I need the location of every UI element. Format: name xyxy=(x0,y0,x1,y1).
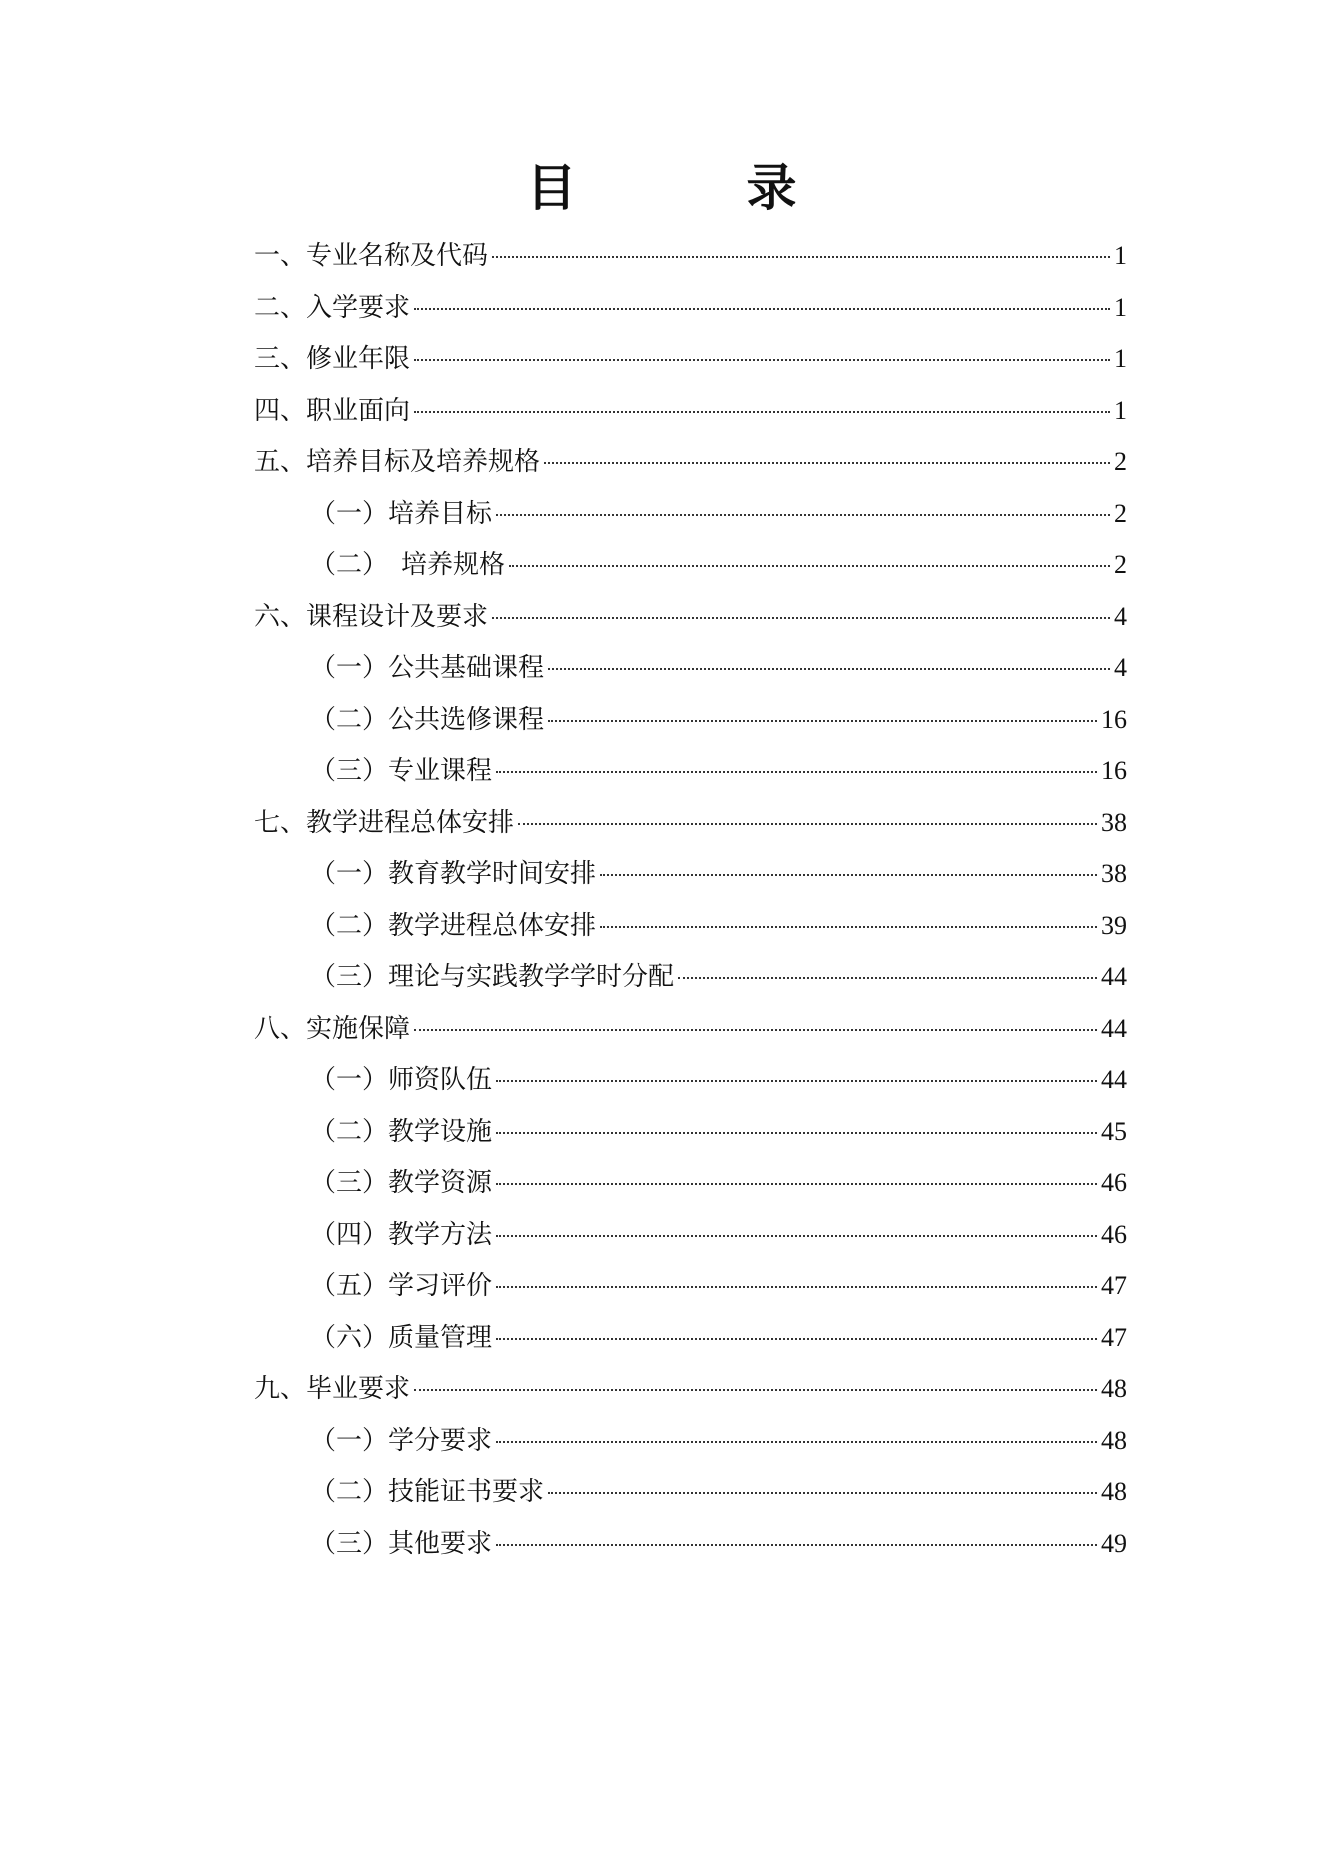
toc-entry-label: （一）培养目标 xyxy=(310,498,493,529)
toc-entry-label: 四、职业面向 xyxy=(254,395,411,426)
toc-entry-page-number: 4 xyxy=(1114,653,1127,682)
toc-entry-label: 三、修业年限 xyxy=(254,344,411,374)
toc-entry[interactable] xyxy=(254,1466,1127,1518)
dot-leader xyxy=(548,720,1097,722)
toc-entry-page-number: 47 xyxy=(1101,1322,1127,1352)
toc-entry[interactable] xyxy=(254,591,1127,643)
dot-leader xyxy=(496,771,1097,773)
toc-entry-page-number: 1 xyxy=(1114,395,1127,425)
toc-entry-label: （二）公共选修课程 xyxy=(310,704,545,735)
dot-leader xyxy=(496,1235,1097,1237)
toc-entry-label: 九、毕业要求 xyxy=(254,1374,411,1404)
toc-entry-page-number: 44 xyxy=(1101,1013,1127,1043)
toc-entry[interactable] xyxy=(254,1312,1127,1364)
toc-entry-label: （一）教育教学时间安排 xyxy=(310,859,597,889)
toc-entry[interactable] xyxy=(254,385,1127,437)
toc-entry-page-number: 1 xyxy=(1114,241,1127,270)
toc-entry-page-number: 4 xyxy=(1114,601,1127,631)
toc-entry-label: 五、培养目标及培养规格 xyxy=(254,447,541,477)
toc-entry-page-number: 44 xyxy=(1101,1065,1127,1094)
toc-entry[interactable] xyxy=(254,1209,1127,1261)
toc-entry-page-number: 1 xyxy=(1114,344,1127,373)
dot-leader xyxy=(496,1132,1097,1134)
toc-entry[interactable] xyxy=(254,642,1127,694)
toc-entry-label: （一）学分要求 xyxy=(310,1425,493,1456)
dot-leader xyxy=(496,514,1110,516)
toc-entry-label: 一、专业名称及代码 xyxy=(254,241,489,271)
toc-entry-label: （六）质量管理 xyxy=(310,1322,493,1353)
toc-entry-page-number: 2 xyxy=(1114,498,1127,528)
toc-entry[interactable] xyxy=(254,1415,1127,1467)
toc-entry[interactable] xyxy=(254,951,1127,1003)
toc-entry-page-number: 16 xyxy=(1101,704,1127,734)
toc-entry-label: （二）教学设施 xyxy=(310,1116,493,1147)
toc-entry[interactable] xyxy=(254,282,1127,334)
dot-leader xyxy=(496,1441,1097,1443)
toc-entry[interactable] xyxy=(254,848,1127,900)
dot-leader xyxy=(518,823,1097,825)
toc-entry-page-number: 2 xyxy=(1114,447,1127,476)
toc-entry-page-number: 39 xyxy=(1101,910,1127,940)
toc-entry-label: （三）专业课程 xyxy=(310,756,493,786)
toc-entry[interactable] xyxy=(254,230,1127,282)
toc-entry[interactable] xyxy=(254,797,1127,849)
dot-leader xyxy=(548,1492,1097,1494)
toc-entry[interactable] xyxy=(254,745,1127,797)
toc-entry[interactable] xyxy=(254,488,1127,540)
dot-leader xyxy=(496,1544,1097,1546)
toc-entry-label: 七、教学进程总体安排 xyxy=(254,807,515,838)
toc-list xyxy=(254,230,1127,1569)
toc-entry[interactable] xyxy=(254,539,1127,591)
toc-entry-page-number: 16 xyxy=(1101,756,1127,785)
toc-entry-label: 六、课程设计及要求 xyxy=(254,601,489,632)
dot-leader xyxy=(600,926,1097,928)
dot-leader xyxy=(414,1029,1097,1031)
toc-entry-label: 二、入学要求 xyxy=(254,292,411,323)
toc-entry-page-number: 48 xyxy=(1101,1425,1127,1455)
dot-leader xyxy=(496,1286,1097,1288)
toc-entry-label: 八、实施保障 xyxy=(254,1013,411,1044)
toc-entry-label: （一）师资队伍 xyxy=(310,1065,493,1095)
toc-entry-page-number: 2 xyxy=(1114,550,1127,579)
toc-entry-page-number: 38 xyxy=(1101,859,1127,888)
toc-title: 目 录 xyxy=(526,158,857,217)
toc-entry[interactable] xyxy=(254,1157,1127,1209)
toc-entry[interactable] xyxy=(254,333,1127,385)
toc-entry-label: （一）公共基础课程 xyxy=(310,653,545,683)
dot-leader xyxy=(414,308,1110,310)
toc-entry-label: （二）技能证书要求 xyxy=(310,1477,545,1507)
toc-entry-page-number: 46 xyxy=(1101,1219,1127,1249)
toc-entry-label: （三）理论与实践教学学时分配 xyxy=(310,962,675,992)
toc-entry-page-number: 49 xyxy=(1101,1528,1127,1558)
toc-entry-page-number: 46 xyxy=(1101,1168,1127,1197)
dot-leader xyxy=(678,977,1097,979)
toc-entry-page-number: 48 xyxy=(1101,1477,1127,1506)
dot-leader xyxy=(496,1183,1097,1185)
toc-entry-label: （四）教学方法 xyxy=(310,1219,493,1250)
dot-leader xyxy=(600,874,1097,876)
dot-leader xyxy=(492,256,1110,258)
toc-entry[interactable] xyxy=(254,694,1127,746)
toc-entry[interactable] xyxy=(254,1106,1127,1158)
toc-entry-page-number: 47 xyxy=(1101,1271,1127,1300)
dot-leader xyxy=(414,411,1110,413)
toc-entry[interactable] xyxy=(254,1363,1127,1415)
toc-entry-label: （二） 培养规格 xyxy=(310,550,506,580)
dot-leader xyxy=(548,668,1110,670)
dot-leader xyxy=(492,617,1110,619)
toc-entry-page-number: 45 xyxy=(1101,1116,1127,1146)
dot-leader xyxy=(414,1389,1097,1391)
toc-entry-page-number: 44 xyxy=(1101,962,1127,991)
toc-entry-label: （二）教学进程总体安排 xyxy=(310,910,597,941)
toc-entry-page-number: 1 xyxy=(1114,292,1127,322)
dot-leader xyxy=(509,565,1110,567)
dot-leader xyxy=(414,359,1110,361)
toc-entry[interactable] xyxy=(254,900,1127,952)
toc-entry-label: （五）学习评价 xyxy=(310,1271,493,1301)
toc-entry-page-number: 38 xyxy=(1101,807,1127,837)
toc-entry[interactable] xyxy=(254,1260,1127,1312)
toc-entry-page-number: 48 xyxy=(1101,1374,1127,1403)
toc-entry[interactable] xyxy=(254,436,1127,488)
dot-leader xyxy=(544,462,1110,464)
toc-entry[interactable] xyxy=(254,1054,1127,1106)
toc-entry[interactable] xyxy=(254,1518,1127,1570)
toc-entry-label: （三）其他要求 xyxy=(310,1528,493,1559)
toc-entry[interactable] xyxy=(254,1003,1127,1055)
toc-entry-label: （三）教学资源 xyxy=(310,1168,493,1198)
dot-leader xyxy=(496,1080,1097,1082)
dot-leader xyxy=(496,1338,1097,1340)
